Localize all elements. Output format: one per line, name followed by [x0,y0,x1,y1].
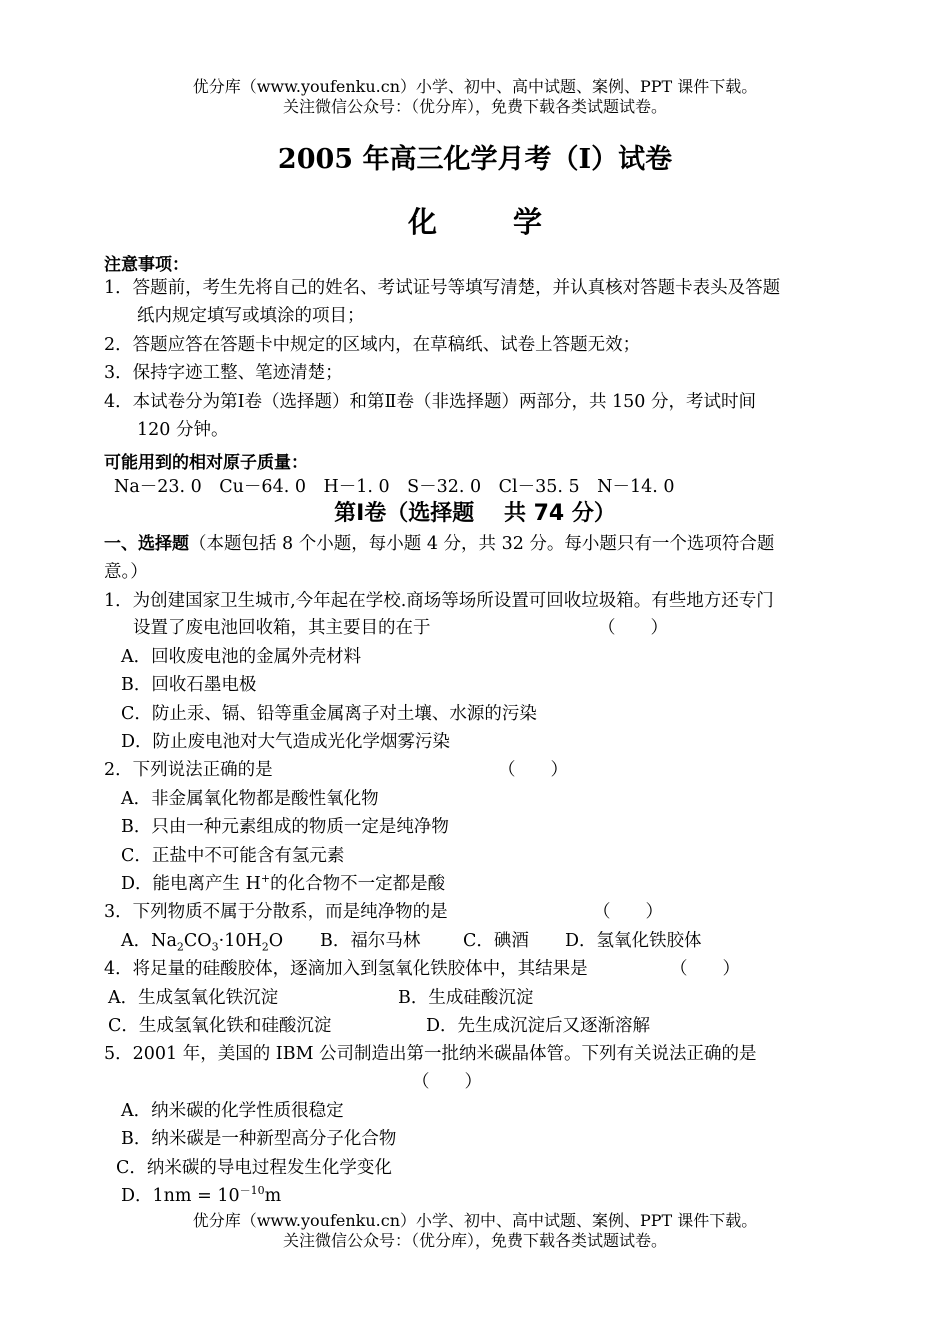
q3-a-sub1: 2 [176,940,184,954]
header-line-2: 关注微信公众号：（优分库），免费下载各类试题试卷。 [282,97,667,116]
q5-option-d-pre: D．1nm = 10 [121,1186,240,1206]
q4-stem: 4．将足量的硅酸胶体，逐滴加入到氢氧化铁胶体中，其结果是 [104,959,588,979]
exam-title: 2005 年高三化学月考（Ⅰ）试卷 [277,144,673,175]
q4-option-c: C．生成氢氧化铁和硅酸沉淀 [108,1016,332,1036]
q4-option-b: B．生成硅酸沉淀 [398,988,534,1008]
q2-stem: 2．下列说法正确的是 [104,760,273,780]
q1-stem-cont: 设置了废电池回收箱，其主要目的在于 [133,618,431,638]
q4-option-d: D．先生成沉淀后又逐渐溶解 [426,1016,651,1036]
note-4-num: 4． [104,392,133,412]
q3-option-d: D．氢氧化铁胶体 [565,931,702,951]
q3-option-b: B．福尔马林 [320,931,421,951]
q5-option-b: B．纳米碳是一种新型高分子化合物 [121,1129,397,1149]
q1-option-d: D．防止废电池对大气造成光化学烟雾污染 [121,732,451,752]
section-1-desc: （本题包括 8 个小题，每小题 4 分，共 32 分。每小题只有一个选项符合题 [189,534,775,554]
q5-option-d [121,1185,281,1207]
note-1-text: 答题前，考生先将自己的姓名、考试证号等填写清楚，并认真核对答题卡表头及答题 [132,278,781,298]
q3-a-part2: CO [183,931,212,951]
footer-line-1: 优分库（www.youfenku.cn）小学、初中、高中试题、案例、PPT 课件下载。 [192,1211,758,1230]
q3-a-part3: ·10H [218,931,262,951]
q2-option-c: C．正盐中不可能含有氢元素 [121,846,345,866]
q3-a-sub3: 2 [261,940,269,954]
q5-option-a: A．纳米碳的化学性质很稳定 [121,1101,344,1121]
q3-a-sub2: 3 [211,940,219,954]
notes-heading: 注意事项： [104,255,189,275]
q2-option-a: A．非金属氧化物都是酸性氧化物 [121,789,379,809]
q5-answer-paren: （ ） [412,1072,482,1092]
atomic-values: Na－23. 0 Cu－64. 0 H－1. 0 S－32. 0 Cl－35. 5 N－14. 0 [114,477,675,497]
note-1-cont: 纸内规定填写或填涂的项目； [137,306,365,326]
q2-option-d [121,873,445,895]
atomic-heading: 可能用到的相对原子质量： [104,453,308,473]
q5-option-d-sup: －10 [239,1184,265,1198]
q5-stem: 5．2001 年，美国的 IBM 公司制造出第一批纳米碳晶体管。下列有关说法正确的是 [104,1044,757,1064]
note-2-num: 2． [104,335,133,355]
q3-option-c: C．碘酒 [463,931,529,951]
q2-option-d-pre: D．能电离产生 H [121,874,261,894]
q1-option-c: C．防止汞、镉、铅等重金属离子对土壤、水源的污染 [121,704,537,724]
q5-option-c: C．纳米碳的导电过程发生化学变化 [116,1158,392,1178]
note-3 [104,362,343,384]
q2-option-b: B．只由一种元素组成的物质一定是纯净物 [121,817,449,837]
q2-option-d-sup: + [260,872,271,886]
subject-title [0,200,950,241]
header-line-1: 优分库（www.youfenku.cn）小学、初中、高中试题、案例、PPT 课件下载。 [192,77,758,96]
q3-option-a [121,930,283,952]
q1-option-b: B．回收石墨电极 [121,675,257,695]
footer-line-2: 关注微信公众号：（优分库），免费下载各类试题试卷。 [282,1231,667,1250]
q2-option-d-post: 的化合物不一定都是酸 [270,874,446,894]
q3-a-part4: O [268,931,284,951]
q1-stem: 1．为创建国家卫生城市,今年起在学校.商场等场所设置可回收垃圾箱。有些地方还专门 [104,591,774,611]
q3-answer-paren: （ ） [593,902,663,922]
note-4-cont: 120 分钟。 [137,420,229,440]
note-4 [104,391,756,413]
section-1-header [104,533,774,555]
note-3-num: 3． [104,363,133,383]
q4-option-a: A．生成氢氧化铁沉淀 [108,988,279,1008]
section-1-label: 一、选择题 [104,534,189,554]
note-4-text: 本试卷分为第Ⅰ卷（选择题）和第Ⅱ卷（非选择题）两部分，共 150 分，考试时间 [132,392,756,412]
note-2 [104,334,640,356]
q4-answer-paren: （ ） [670,959,740,979]
q1-answer-paren: （ ） [598,618,668,638]
part1-title: 第Ⅰ卷（选择题 共 74 分） [334,501,616,526]
note-2-text: 答题应答在答题卡中规定的区域内，在草稿纸、试卷上答题无效； [132,335,641,355]
q2-answer-paren: （ ） [498,760,568,780]
note-1 [104,277,780,299]
note-1-num: 1． [104,278,133,298]
section-1-desc-cont: 意。） [104,562,148,582]
q3-stem: 3．下列物质不属于分散系，而是纯净物的是 [104,902,448,922]
subject-char-1: 化 [407,205,437,239]
q1-option-a: A．回收废电池的金属外壳材料 [121,647,362,667]
subject-char-2: 学 [513,205,543,239]
q5-option-d-post: m [264,1186,282,1206]
note-3-text: 保持字迹工整、笔迹清楚； [132,363,343,383]
q3-a-part1: A．Na [121,931,177,951]
